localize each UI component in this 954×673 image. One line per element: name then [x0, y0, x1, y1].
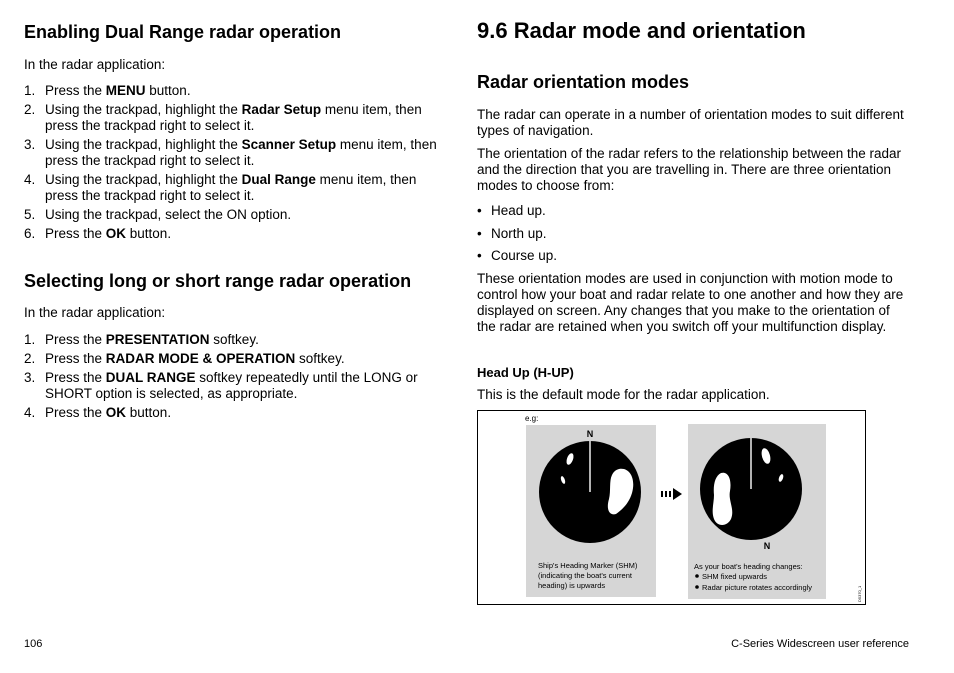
bullet-icon: •	[477, 225, 482, 241]
step-number: 1.	[24, 83, 36, 98]
caption-bullet-2	[695, 585, 699, 589]
list-item	[24, 226, 452, 242]
orientation-para-3: These orientation modes are used in conjunction with motion mode to control how your boat and radar relate to one another and how they are displayed on screen. Any changes that you make to the orientation of the radar are retained when you switch off your multifunction display.	[477, 271, 904, 334]
head-up-figure	[477, 410, 866, 605]
bullet-text: Course up.	[491, 248, 558, 263]
step-text: Press the MENU button.	[45, 83, 191, 98]
section1-intro: In the radar application:	[24, 57, 166, 72]
caption-right: As your boat's heading changes:	[694, 562, 803, 571]
section2-intro: In the radar application:	[24, 305, 166, 320]
step-text: Press the OK button.	[45, 226, 172, 241]
document-title: C-Series Widescreen user reference	[731, 638, 909, 650]
caption-left: Ship's Heading Marker (SHM) (indicating the boat's current heading) is upwards	[538, 561, 638, 590]
caption-right-item-2: Radar picture rotates accordingly	[702, 583, 813, 592]
landmass-right-large	[713, 473, 733, 525]
list-item	[477, 226, 557, 249]
section2-steps	[24, 332, 452, 424]
list-item	[477, 248, 557, 271]
step-text: Press the RADAR MODE & OPERATION softkey.	[45, 351, 345, 366]
orientation-para-1: The radar can operate in a number of orientation modes to suit different types of navigation.	[477, 107, 904, 138]
list-item	[24, 405, 452, 421]
transition-arrow-icon	[661, 488, 682, 500]
list-item	[24, 207, 452, 223]
caption-bullet-1	[695, 574, 699, 578]
page-number: 106	[24, 638, 43, 650]
step-number: 4.	[24, 172, 36, 187]
section-heading-range-selection: Selecting long or short range radar operation	[24, 271, 412, 291]
step-text: Using the trackpad, highlight the Dual Range menu item, then press the trackpad right to select it.	[45, 172, 417, 203]
north-marker-left: N	[586, 429, 594, 439]
section-heading-dual-range: Enabling Dual Range radar operation	[24, 22, 342, 42]
list-item	[24, 83, 452, 99]
list-item	[24, 351, 452, 367]
step-text: Press the PRESENTATION softkey.	[45, 332, 259, 347]
step-text: Using the trackpad, select the ON option.	[45, 207, 292, 222]
list-item	[24, 137, 452, 169]
section1-steps	[24, 83, 452, 245]
caption-right-item-1: SHM fixed upwards	[702, 572, 768, 581]
orientation-para-2: The orientation of the radar refers to the relationship between the radar and the direction that you are travelling in. There are three orientation modes to choose from:	[477, 146, 902, 193]
bullet-icon: •	[477, 248, 482, 263]
step-text: Using the trackpad, highlight the Radar Setup menu item, then press the trackpad right to select it.	[45, 102, 422, 133]
bullet-text: North up.	[491, 225, 547, 241]
list-item	[24, 102, 452, 134]
list-item	[477, 203, 557, 226]
step-number: 3.	[24, 137, 36, 152]
step-text: Press the DUAL RANGE softkey repeatedly until the LONG or SHORT option is selected, as appropriate.	[45, 370, 418, 401]
list-item	[24, 370, 452, 402]
step-text: Press the OK button.	[45, 405, 172, 420]
chapter-title: 9.6 Radar mode and orientation	[477, 18, 806, 43]
head-up-illustration	[478, 411, 865, 604]
step-number: 3.	[24, 370, 36, 385]
bullet-icon: •	[477, 203, 482, 218]
eg-label: e.g:	[525, 414, 539, 423]
step-number: 6.	[24, 226, 36, 241]
step-number: 1.	[24, 332, 36, 347]
figure-ref-code: D5370_1	[857, 585, 862, 602]
list-item	[24, 172, 452, 204]
bullet-text: Head up.	[491, 203, 546, 218]
step-number: 2.	[24, 102, 36, 117]
north-marker-right: N	[763, 541, 771, 551]
head-up-text: This is the default mode for the radar application.	[477, 387, 770, 402]
head-up-heading: Head Up (H-UP)	[477, 365, 574, 380]
step-number: 2.	[24, 351, 36, 366]
orientation-mode-list	[477, 203, 557, 271]
step-text: Using the trackpad, highlight the Scanner Setup menu item, then press the trackpad right to select it.	[45, 137, 437, 168]
step-number: 5.	[24, 207, 36, 222]
step-number: 4.	[24, 405, 36, 420]
subsection-heading: Radar orientation modes	[477, 72, 690, 92]
list-item	[24, 332, 452, 348]
